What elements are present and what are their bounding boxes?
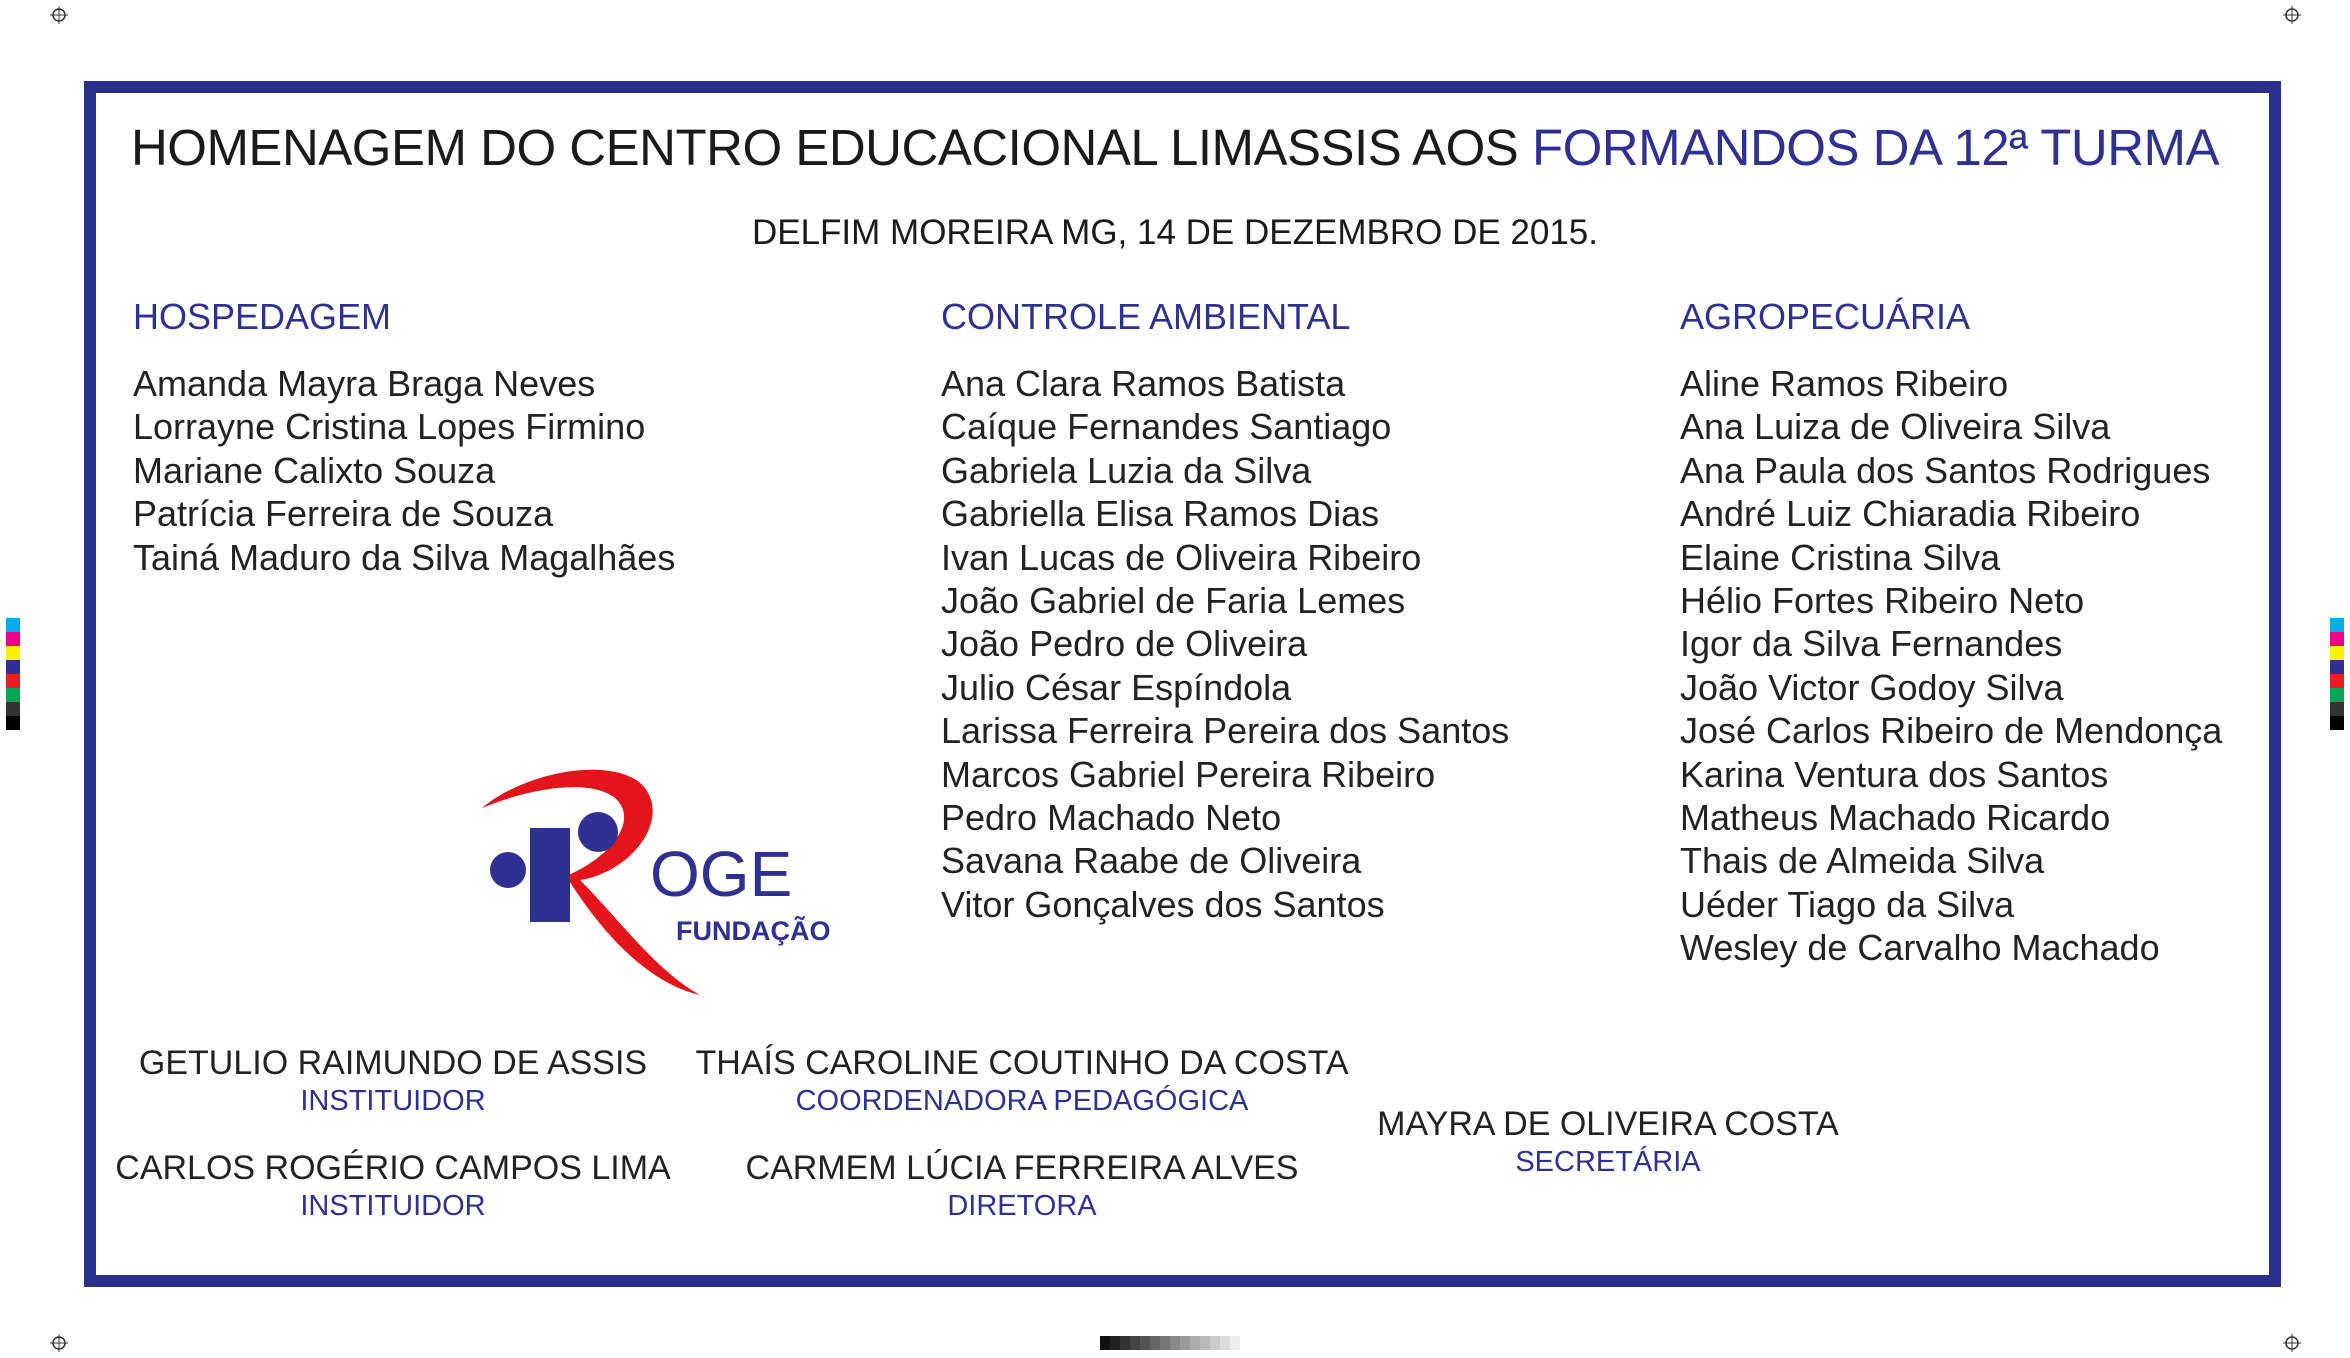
color-calibration-bar xyxy=(6,618,20,730)
title-accent: FORMANDOS DA 12ª TURMA xyxy=(1531,119,2220,176)
event-date-location: DELFIM MOREIRA MG, 14 DE DEZEMBRO DE 2015. xyxy=(751,213,1599,252)
course-heading: HOSPEDAGEM xyxy=(133,296,392,337)
graduate-name: Amanda Mayra Braga Neves xyxy=(133,363,596,404)
graduate-name: Thais de Almeida Silva xyxy=(1680,840,2045,882)
signatory-name: THAÍS CAROLINE COUTINHO DA COSTA xyxy=(695,1044,1349,1082)
graduate-name: Mariane Calixto Souza xyxy=(133,449,496,491)
signatory-name: CARLOS ROGÉRIO CAMPOS LIMA xyxy=(115,1149,671,1187)
signatory-name: GETULIO RAIMUNDO DE ASSIS xyxy=(138,1044,648,1082)
signature-mayra xyxy=(1377,1104,1839,1180)
graduate-name: Aline Ramos Ribeiro xyxy=(1680,363,2009,404)
graduate-name: Hélio Fortes Ribeiro Neto xyxy=(1680,580,2085,622)
graduate-name: André Luiz Chiaradia Ribeiro xyxy=(1680,493,2141,535)
course-column-hospedagem xyxy=(133,296,675,579)
registration-mark-icon xyxy=(50,6,68,24)
graduate-list xyxy=(941,362,1509,926)
color-calibration-bar xyxy=(2330,618,2344,730)
course-column-controle-ambiental xyxy=(941,296,1509,926)
fundacao-roge-logo xyxy=(470,760,831,1000)
graduate-name: Gabriela Luzia da Silva xyxy=(941,449,1312,491)
signature-getulio xyxy=(139,1043,647,1119)
signature-thais xyxy=(695,1043,1348,1119)
signatory-role: INSTITUIDOR xyxy=(300,1190,486,1222)
logo-text: OGE xyxy=(650,838,793,910)
registration-mark-icon xyxy=(50,1334,68,1352)
graduate-list xyxy=(1680,362,2222,970)
graduate-name: Tainá Maduro da Silva Magalhães xyxy=(133,536,676,578)
signatory-role: INSTITUIDOR xyxy=(300,1085,486,1117)
title-main: HOMENAGEM DO CENTRO EDUCACIONAL LIMASSIS AOS xyxy=(130,119,1532,176)
graduate-name: Patrícia Ferreira de Souza xyxy=(133,493,554,535)
graduate-name: Gabriella Elisa Ramos Dias xyxy=(941,493,1380,535)
graduate-name: Marcos Gabriel Pereira Ribeiro xyxy=(941,753,1436,795)
page-title xyxy=(0,118,2350,177)
course-heading: CONTROLE AMBIENTAL xyxy=(941,296,1351,337)
graduate-name: José Carlos Ribeiro de Mendonça xyxy=(1680,710,2223,752)
graduate-name: Lorrayne Cristina Lopes Firmino xyxy=(133,406,646,448)
signatory-role: SECRETÁRIA xyxy=(1515,1146,1701,1178)
graduate-name: Vitor Gonçalves dos Santos xyxy=(941,883,1385,925)
course-column-agropecuaria xyxy=(1680,296,2222,970)
logo-subtext: FUNDAÇÃO xyxy=(676,916,831,946)
graduate-name: Wesley de Carvalho Machado xyxy=(1680,927,2160,969)
course-heading: AGROPECUÁRIA xyxy=(1680,296,1971,337)
signatory-name: MAYRA DE OLIVEIRA COSTA xyxy=(1377,1105,1839,1143)
graduate-name: Pedro Machado Neto xyxy=(941,797,1282,839)
graduate-name: Larissa Ferreira Pereira dos Santos xyxy=(941,710,1510,752)
grayscale-calibration-bar xyxy=(1100,1336,1240,1350)
graduate-name: Matheus Machado Ricardo xyxy=(1680,797,2111,839)
graduate-list xyxy=(133,362,675,579)
signatory-name: CARMEM LÚCIA FERREIRA ALVES xyxy=(745,1149,1299,1187)
graduate-name: Ana Luiza de Oliveira Silva xyxy=(1680,406,2111,448)
graduate-name: Caíque Fernandes Santiago xyxy=(941,406,1392,448)
graduate-name: Julio César Espíndola xyxy=(941,666,1292,708)
graduate-name: Ana Paula dos Santos Rodrigues xyxy=(1680,449,2211,491)
signature-carlos xyxy=(115,1148,670,1224)
registration-mark-icon xyxy=(2283,1334,2301,1352)
graduate-name: João Pedro de Oliveira xyxy=(941,623,1308,665)
graduate-name: João Gabriel de Faria Lemes xyxy=(941,580,1406,622)
graduate-name: Uéder Tiago da Silva xyxy=(1680,883,2015,925)
graduate-name: Elaine Cristina Silva xyxy=(1680,536,2001,578)
graduate-name: Karina Ventura dos Santos xyxy=(1680,753,2109,795)
graduate-name: Ivan Lucas de Oliveira Ribeiro xyxy=(941,536,1422,578)
signature-carmem xyxy=(746,1148,1299,1224)
signatory-role: DIRETORA xyxy=(947,1190,1097,1222)
graduate-name: Savana Raabe de Oliveira xyxy=(941,840,1362,882)
graduate-name: Ana Clara Ramos Batista xyxy=(941,363,1346,404)
registration-mark-icon xyxy=(2283,6,2301,24)
signatory-role: COORDENADORA PEDAGÓGICA xyxy=(795,1085,1249,1117)
graduate-name: Igor da Silva Fernandes xyxy=(1680,623,2063,665)
graduate-name: João Victor Godoy Silva xyxy=(1680,666,2064,708)
